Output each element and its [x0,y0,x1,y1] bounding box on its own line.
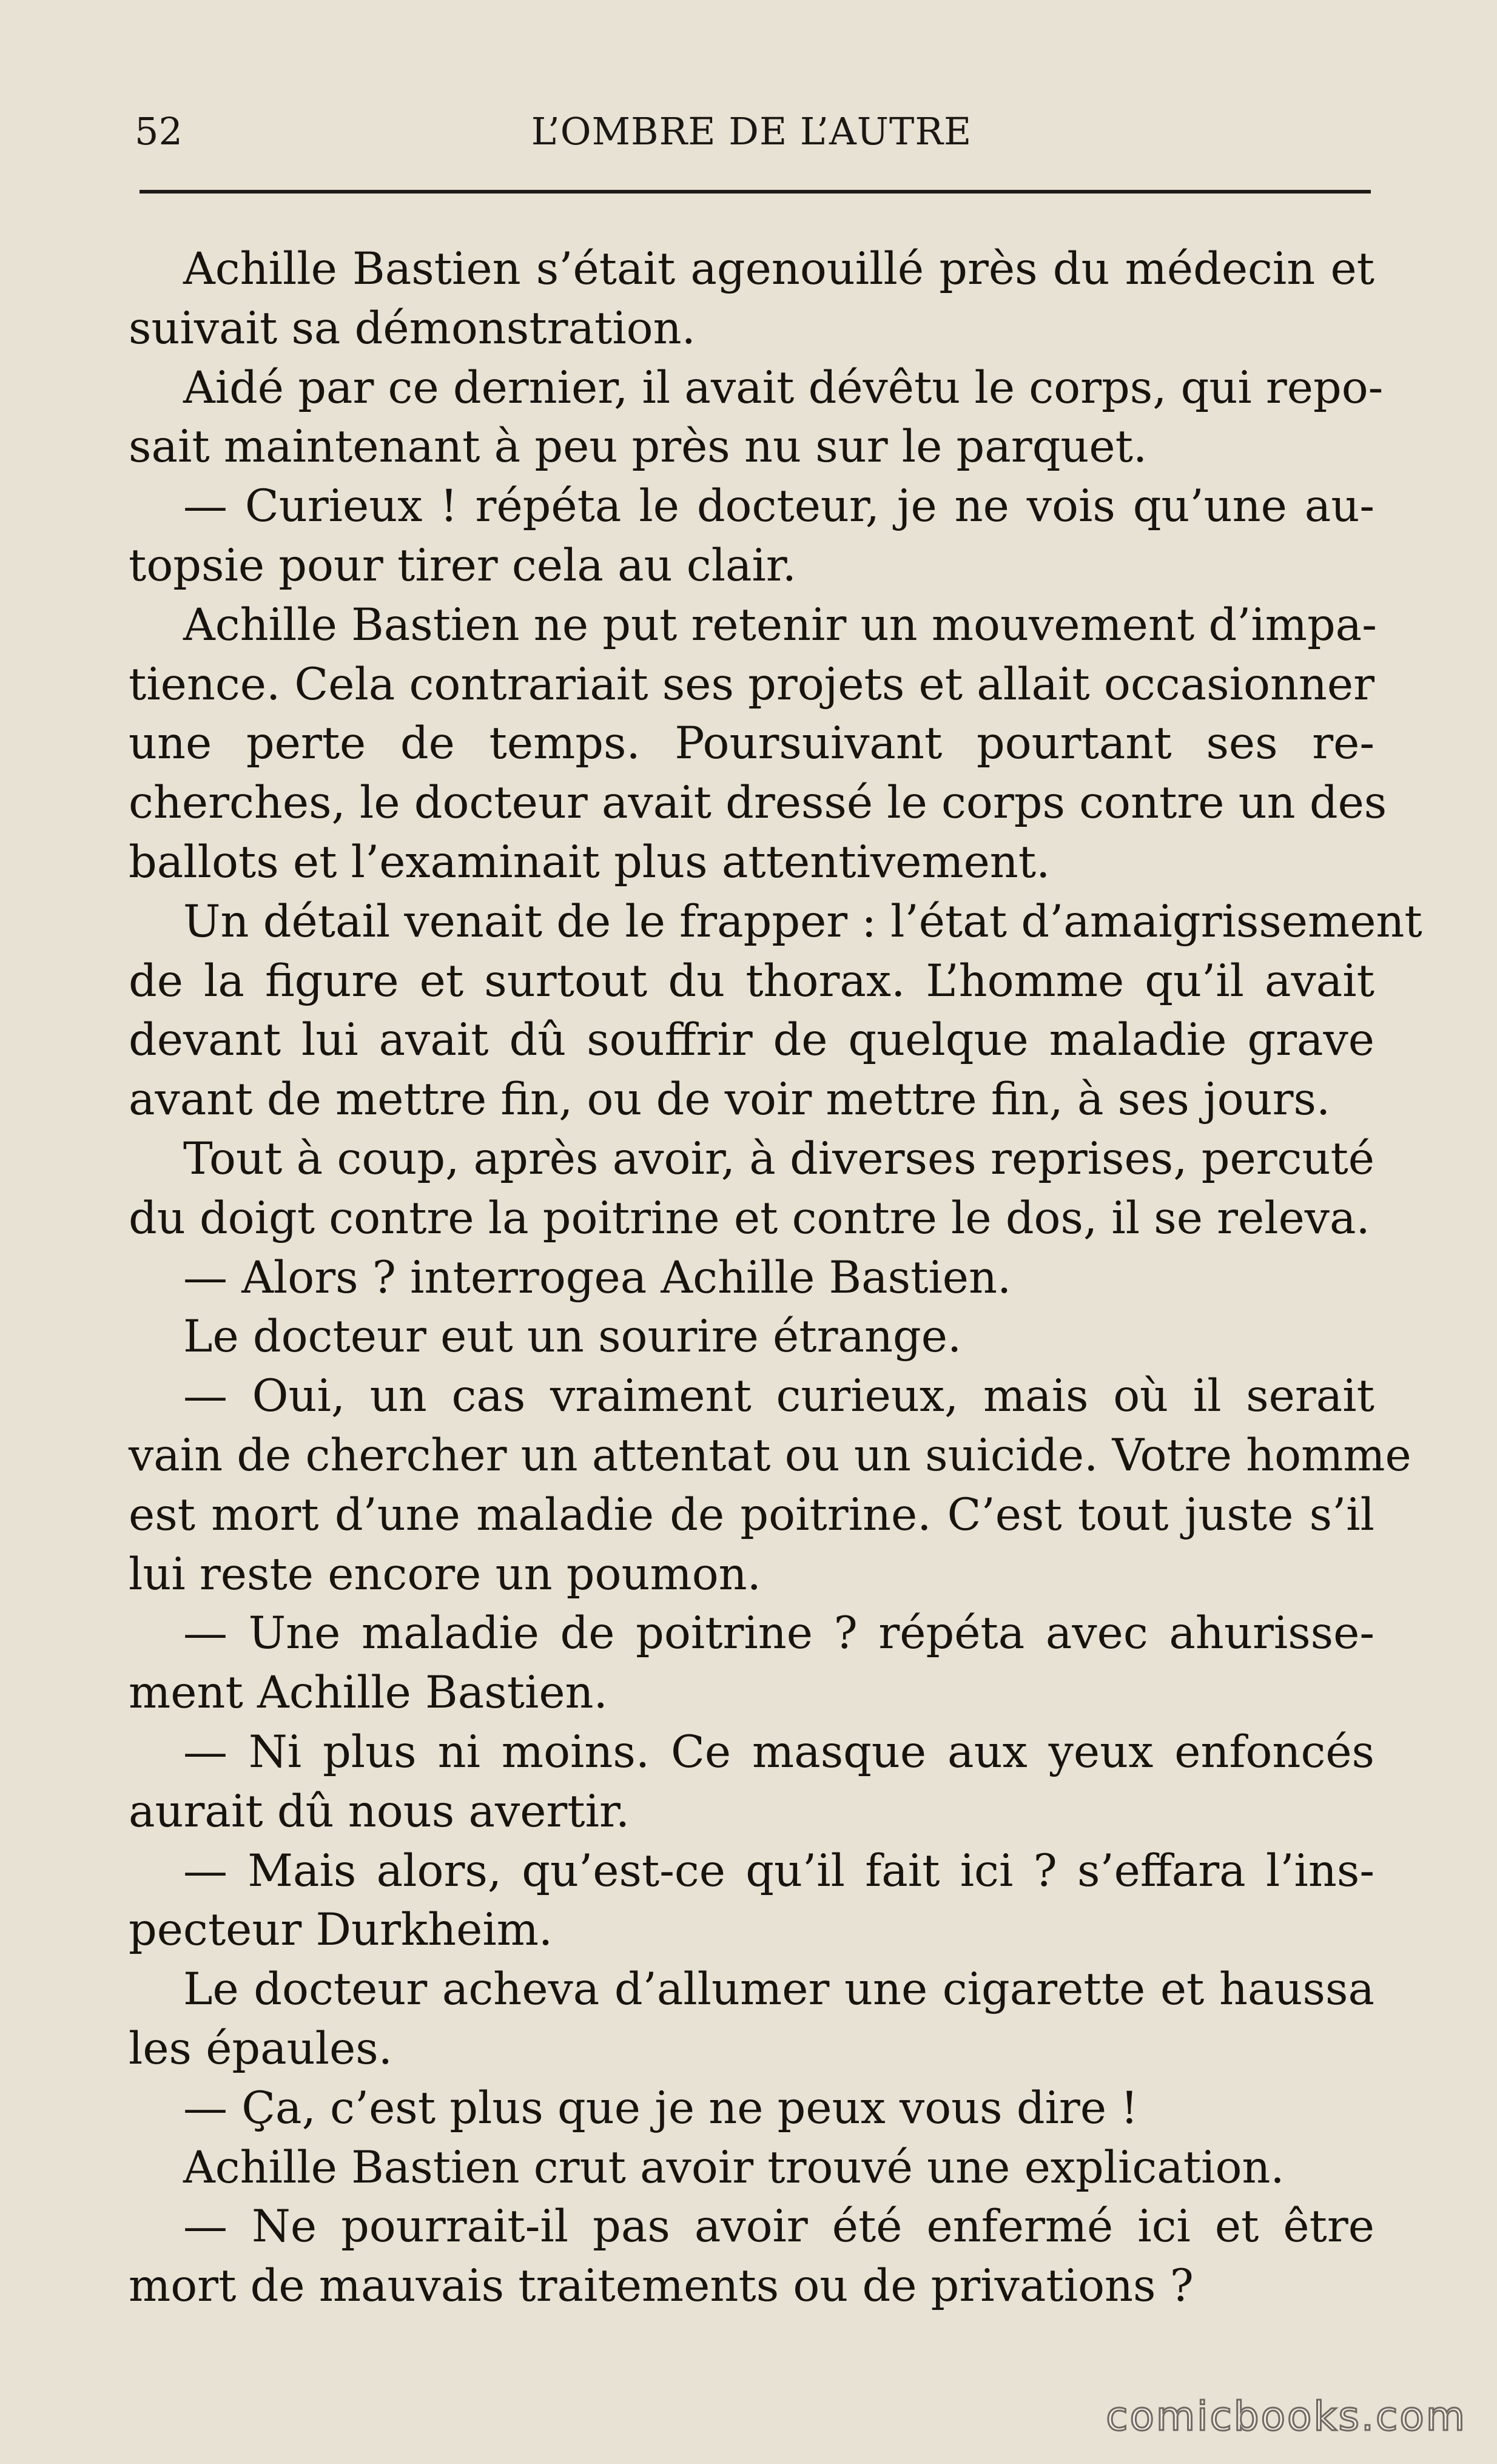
running-title: L’OMBRE DE L’AUTRE [531,109,972,153]
text-line: Tout à coup, après avoir, à diverses reprises, percuté [183,1133,1374,1185]
text-line: Achille Bastien ne put retenir un mouvement d’impa- [183,599,1377,651]
watermark: comicbooks.com [1106,2393,1467,2440]
text-line: — Ça, c’est plus que je ne peux vous dire ! [183,2082,1139,2134]
text-line: ment Achille Bastien. [129,1667,608,1719]
text-line: pecteur Durkheim. [129,1904,553,1956]
text-line: topsie pour tirer cela au clair. [129,539,796,591]
text-line: de la figure et surtout du thorax. L’homme qu’il avait [129,955,1374,1007]
text-line: devant lui avait dû souffrir de quelque maladie grave [129,1014,1374,1066]
text-line: cherches, le docteur avait dressé le corps contre un des [129,777,1387,829]
text-line: une perte de temps. Poursuivant pourtant ses re- [129,718,1374,770]
text-line: les épaules. [129,2022,392,2075]
text-line: — Ne pourrait-il pas avoir été enfermé ici et être [183,2201,1374,2253]
page-number: 52 [135,109,183,153]
text-line: sait maintenant à peu près nu sur le parquet. [129,421,1148,473]
text-line: — Ni plus ni moins. Ce masque aux yeux enfoncés [183,1726,1374,1778]
text-line: mort de mauvais traitements ou de privations ? [129,2260,1194,2312]
text-line: aurait dû nous avertir. [129,1785,630,1837]
text-line: avant de mettre fin, ou de voir mettre fin, à ses jours. [129,1074,1331,1126]
page-header [129,103,1374,164]
body-text [129,240,1422,2316]
text-line: Aidé par ce dernier, il avait dévêtu le corps, qui repo- [183,362,1384,414]
header-rule [140,190,1371,194]
text-line: — Mais alors, qu’est-ce qu’il fait ici ? s’effara l’ins- [183,1845,1374,1897]
text-line: — Curieux ! répéta le docteur, je ne vois qu’une au- [183,480,1374,533]
text-line: du doigt contre la poitrine et contre le dos, il se releva. [129,1192,1370,1244]
text-line: Achille Bastien crut avoir trouvé une explication. [183,2141,1285,2193]
text-line: vain de chercher un attentat ou un suicide. Votre homme [129,1429,1411,1481]
text-line: Le docteur eut un sourire étrange. [183,1311,962,1363]
text-line: tience. Cela contrariait ses projets et allait occasionner [129,658,1375,710]
text-line: — Oui, un cas vraiment curieux, mais où il serait [183,1370,1374,1422]
text-line: — Une maladie de poitrine ? répéta avec ahurisse- [183,1607,1374,1660]
text-line: Un détail venait de le frapper : l’état d’amaigrissement [183,895,1422,948]
text-line: est mort d’une maladie de poitrine. C’est tout juste s’il [129,1489,1374,1541]
text-line: ballots et l’examinait plus attentivement. [129,836,1051,888]
text-line: Le docteur acheva d’allumer une cigarette et haussa [183,1964,1374,2016]
text-line: lui reste encore un poumon. [129,1548,761,1600]
text-line: — Alors ? interrogea Achille Bastien. [183,1251,1012,1304]
text-line: suivait sa démonstration. [129,302,696,354]
text-line: Achille Bastien s’était agenouillé près du médecin et [183,243,1374,295]
